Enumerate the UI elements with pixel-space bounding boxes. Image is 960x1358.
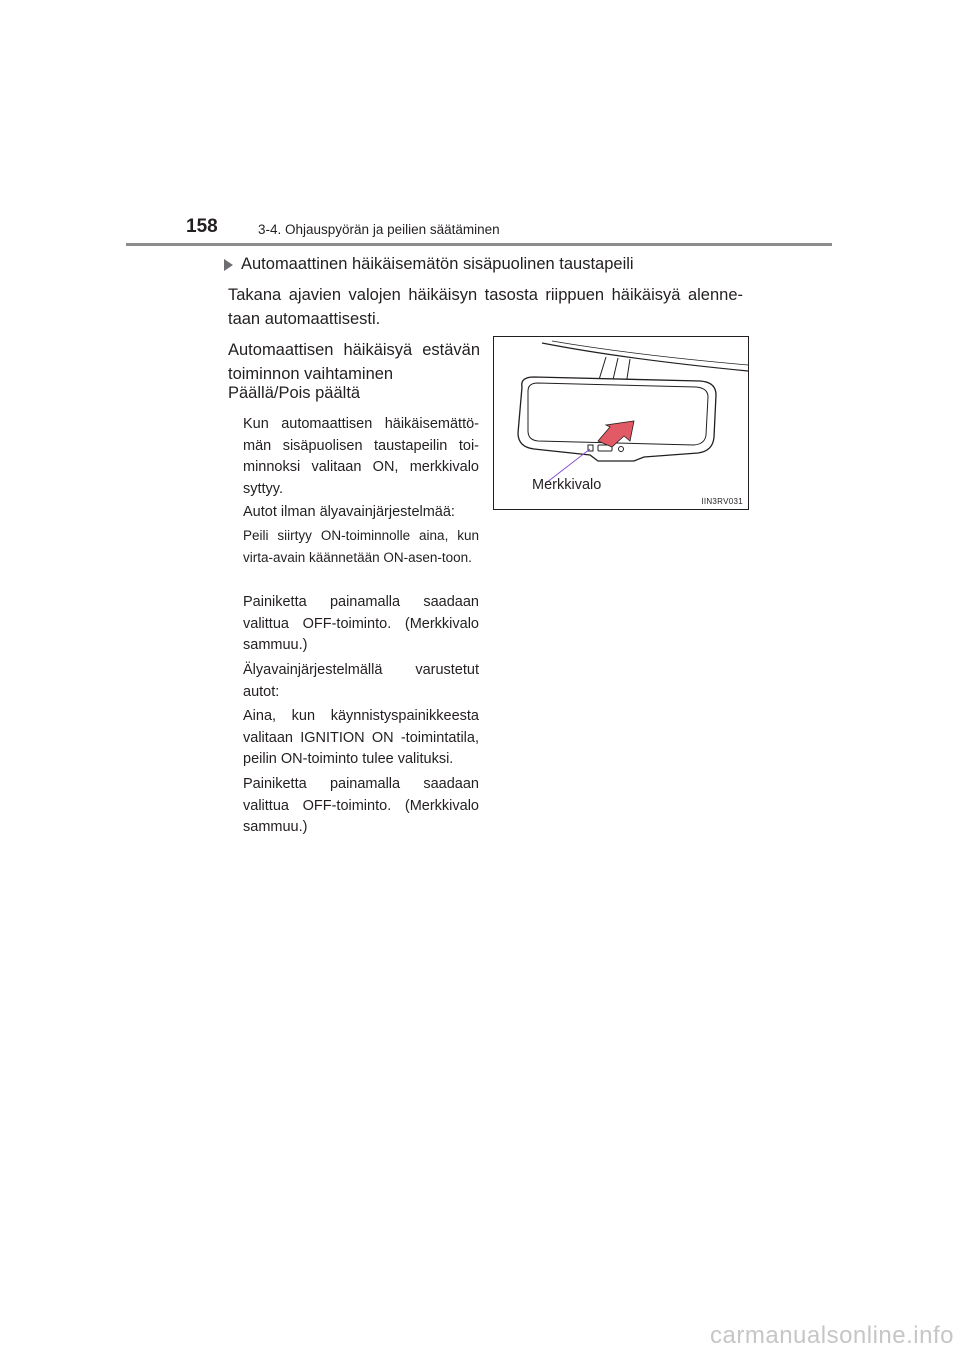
windshield-edge: [542, 343, 748, 371]
triangle-bullet-icon: [224, 259, 233, 271]
paragraph-no-smart-key-heading: Autot ilman älyavainjärjestelmää:: [243, 504, 455, 520]
function-state: Päällä/Pois päältä: [228, 384, 361, 402]
paragraph-no-smart-key-on: Peili siirtyy ON-toiminnolle aina, kun virta-avain käännetään ON-asen-toon.: [243, 528, 479, 565]
function-title: Automaattisen häikäisyä estävän toiminnon vaihtaminen: [228, 341, 480, 383]
header-divider: [126, 243, 832, 246]
paragraph-no-smart-key-off: Painiketta painamalla saadaan valittua OFF-toiminto. (Merkkivalo sammuu.): [243, 594, 479, 653]
paragraph-smart-key-off: Painiketta painamalla saadaan valittua OFF-toiminto. (Merkkivalo sammuu.): [243, 776, 479, 835]
subsection-heading-text: Automaattinen häikäisemätön sisäpuolinen taustapeili: [241, 255, 634, 273]
mirror-housing: [518, 377, 716, 461]
windshield-edge-inner: [552, 341, 748, 365]
mirror-illustration: [493, 336, 749, 510]
section-title: 3-4. Ohjauspyörän ja peilien säätäminen: [258, 222, 500, 237]
callout-label: Merkkivalo: [532, 477, 602, 493]
subsection-heading: [224, 255, 634, 274]
figure-code: IIN3RV031: [701, 497, 743, 506]
watermark: carmanualsonline.info: [710, 1322, 954, 1349]
paragraph-smart-key-heading: Älyavainjärjestelmällä varustetut autot:: [243, 662, 479, 700]
paragraph-on-indicator: Kun automaattisen häikäisemättö-män sisäpuolisen taustapeilin toi-minnoksi valitaan ON, merkkivalo syttyy.: [243, 416, 479, 497]
intro-paragraph: Takana ajavien valojen häikäisyn tasosta riippuen häikäisyä alenne-taan automaattisesti.: [228, 286, 743, 328]
page-number: 158: [186, 216, 218, 237]
light-sensor: [619, 447, 624, 452]
paragraph-smart-key-on: Aina, kun käynnistyspainikkeesta valitaan IGNITION ON -toimintatila, peilin ON-toiminto tulee valituksi.: [243, 708, 479, 767]
